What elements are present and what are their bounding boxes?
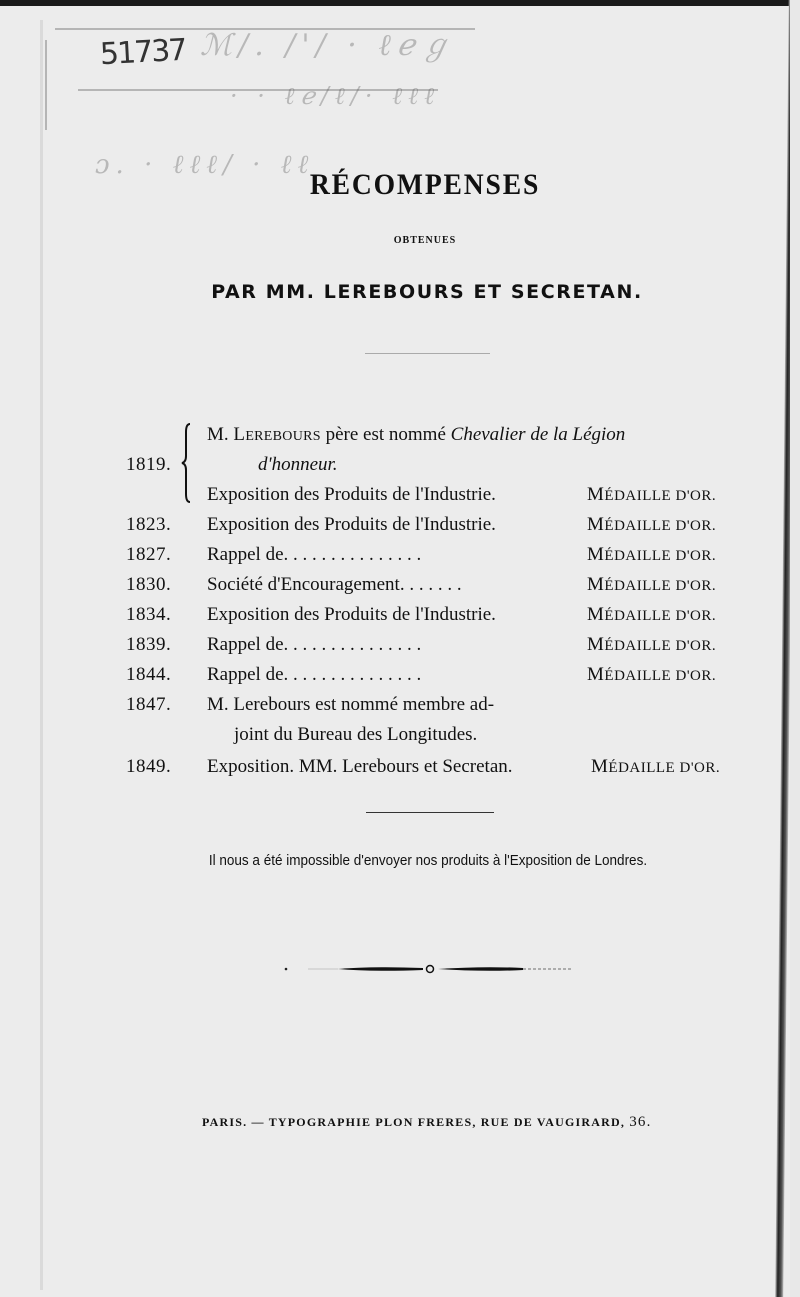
library-stamp-number: 51737 (99, 32, 187, 73)
section-divider (366, 812, 494, 813)
award-description: Rappel de. . . . . . . . . . . . . . . (207, 664, 422, 685)
ornamental-divider (283, 962, 578, 976)
medal-label: MÉDAILLE D'OR. (591, 756, 721, 777)
medal-label: MÉDAILLE D'OR. (587, 634, 717, 655)
medal-label: MÉDAILLE D'OR. (587, 664, 717, 685)
award-row (0, 752, 800, 782)
award-description: M. LEREBOURS père est nommé Chevalier de la Légion (207, 424, 626, 445)
award-row (0, 450, 800, 480)
award-year: 1839. (126, 634, 172, 655)
award-description: Exposition des Produits de l'Industrie. (207, 484, 496, 505)
award-year: 1849. (126, 756, 172, 777)
award-row (0, 510, 800, 540)
award-row (0, 480, 800, 510)
award-description: Rappel de. . . . . . . . . . . . . . . (207, 544, 422, 565)
award-year: 1819. (126, 454, 172, 475)
award-row-continuation (0, 720, 800, 750)
printer-imprint: PARIS. — TYPOGRAPHIE PLON FRERES, RUE DE VAUGIRARD, 36. (202, 1114, 652, 1130)
award-description: Exposition des Produits de l'Industrie. (207, 604, 496, 625)
award-row (0, 660, 800, 690)
section-divider (365, 353, 490, 354)
bleed-through-handwriting: · · ℓℯ/ℓ/· ℓℓℓ (230, 82, 441, 110)
award-year: 1834. (126, 604, 172, 625)
award-description: M. Lerebours est nommé membre ad- (207, 694, 495, 715)
medal-label: MÉDAILLE D'OR. (587, 514, 717, 535)
award-year: 1827. (126, 544, 172, 565)
medal-label: MÉDAILLE D'OR. (587, 544, 717, 565)
award-year: 1847. (126, 694, 172, 715)
bleed-through-handwriting: ℳ/. /'/ · ℓℯℊ (200, 28, 457, 63)
award-year: 1844. (126, 664, 172, 685)
award-description: Société d'Encouragement. . . . . . . (207, 574, 462, 595)
award-row (0, 540, 800, 570)
award-description: d'honneur. (258, 454, 338, 475)
bleed-through-handwriting: ɔ. · ℓℓℓ/ · ℓℓ (95, 150, 315, 180)
award-description: Exposition des Produits de l'Industrie. (207, 514, 496, 535)
award-year: 1823. (126, 514, 172, 535)
award-description-continuation: joint du Bureau des Longitudes. (234, 724, 478, 745)
award-description: Exposition. MM. Lerebours et Secretan. (207, 756, 513, 777)
stamp-frame-line (45, 40, 47, 130)
medal-label: MÉDAILLE D'OR. (587, 574, 717, 595)
page-top-edge (0, 0, 800, 6)
award-row (0, 600, 800, 630)
award-row (0, 420, 800, 450)
award-row (0, 690, 800, 720)
award-row (0, 630, 800, 660)
award-year: 1830. (126, 574, 172, 595)
award-row (0, 570, 800, 600)
medal-label: MÉDAILLE D'OR. (587, 604, 717, 625)
award-description: Rappel de. . . . . . . . . . . . . . . (207, 634, 422, 655)
page-subtitle: OBTENUES (393, 235, 457, 246)
authors-line: PAR MM. LEREBOURS ET SECRETAN. (211, 281, 643, 303)
page-title: RÉCOMPENSES (309, 168, 541, 201)
footnote: Il nous a été impossible d'envoyer nos produits à l'Exposition de Londres. (208, 852, 648, 869)
medal-label: MÉDAILLE D'OR. (587, 484, 717, 505)
